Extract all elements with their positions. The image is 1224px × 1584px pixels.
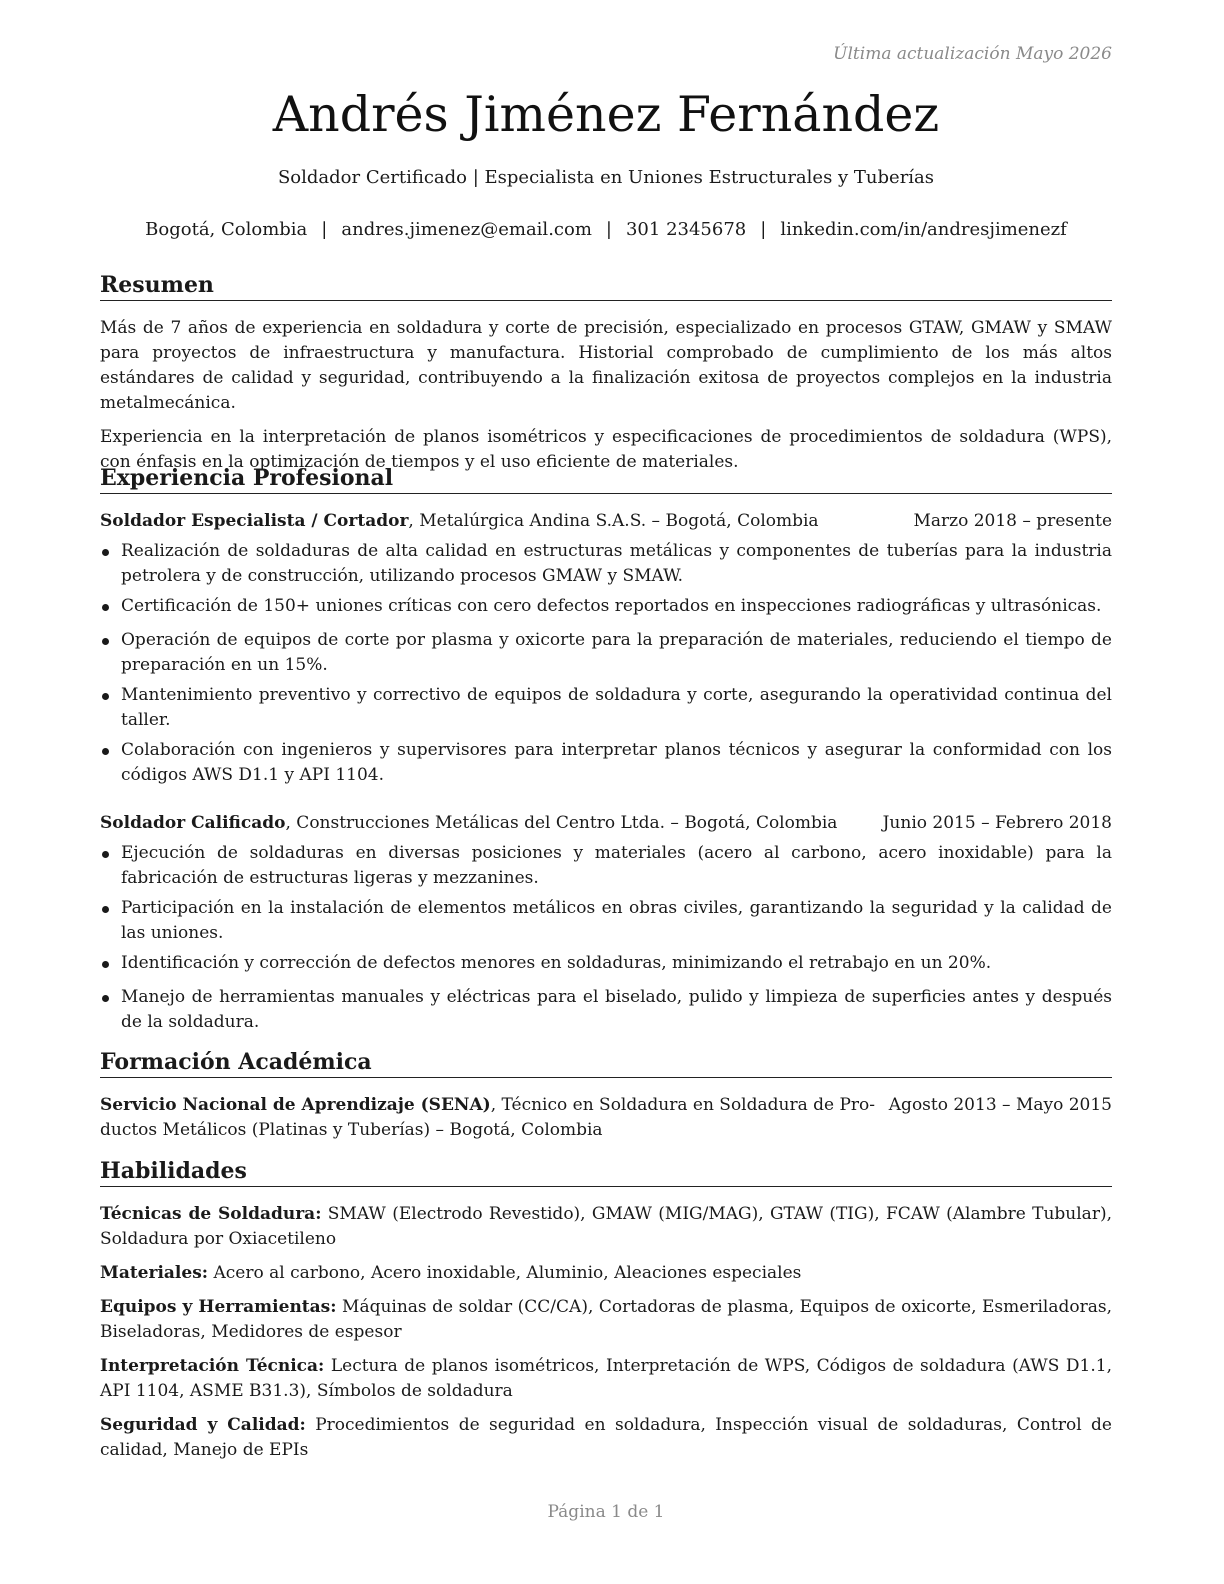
contact-phone: 301 2345678 (625, 219, 747, 240)
education-institution: Servicio Nacional de Aprendizaje (SENA) (100, 1095, 491, 1115)
contact-line (100, 219, 1112, 240)
skill-line: Seguridad y Calidad: Procedimientos de seguridad en soldadura, Inspección visual de soldaduras, Control de calidad, Manejo de EPIs (100, 1415, 1112, 1460)
job-entry (100, 509, 1112, 788)
experience-section (100, 464, 1112, 1035)
summary-paragraph: Más de 7 años de experiencia en soldadura y corte de precisión, especializado en procesos GTAW, GMAW y SMAW para proyectos de infraestructura y manufactura. Historial comprobado de cumplimiento de los más altos estándares de calidad y seguridad, contribuyendo a la finalización exitosa de proyectos complejos en la industria metalmecánica. (100, 318, 1112, 413)
list-item: Realización de soldaduras de alta calidad en estructuras metálicas y componentes de tuberías para la industria petrolera y de construcción, utilizando procesos GMAW y SMAW. (100, 539, 1112, 589)
education-degree: , Técnico en Soldadura en Soldadura de Pro- (490, 1095, 876, 1115)
education-section (100, 1048, 1112, 1143)
bullet-icon (102, 961, 109, 968)
job-bullets (100, 539, 1112, 788)
job-header (100, 509, 1112, 534)
section-title: Resumen (100, 271, 1112, 301)
list-item: Participación en la instalación de elementos metálicos en obras civiles, garantizando la seguridad y la calidad de las uniones. (100, 896, 1112, 946)
skill-line: Equipos y Herramientas: Máquinas de soldar (CC/CA), Cortadoras de plasma, Equipos de oxicorte, Esmeriladoras, Biseladoras, Medidores de espesor (100, 1297, 1112, 1342)
list-item: Identificación y corrección de defectos menores en soldaduras, minimizando el retrabajo en un 20%. (100, 951, 1112, 976)
list-item: Operación de equipos de corte por plasma y oxicorte para la preparación de materiales, reduciendo el tiempo de preparación en un 15%. (100, 628, 1112, 678)
job-role: Soldador Calificado (100, 813, 286, 833)
summary-paragraph: Experiencia en la interpretación de planos isométricos y especificaciones de procedimientos de soldadura (WPS), con énfasis en la optimización de tiempos y el uso eficiente de materiales. (100, 427, 1112, 472)
bullet-icon (102, 851, 109, 858)
job-entry (100, 811, 1112, 1035)
list-item: Mantenimiento preventivo y correctivo de equipos de soldadura y corte, asegurando la operatividad continua del taller. (100, 683, 1112, 733)
section-title: Habilidades (100, 1157, 1112, 1187)
skill-line: Materiales: Acero al carbono, Acero inoxidable, Aluminio, Aleaciones especiales (100, 1263, 802, 1283)
list-item: Ejecución de soldaduras en diversas posiciones y materiales (acero al carbono, acero inoxidable) para la fabricación de estructuras ligeras y mezzanines. (100, 841, 1112, 891)
education-degree-continued: ductos Metálicos (Platinas y Tuberías) – Bogotá, Colombia (100, 1120, 603, 1140)
bullet-icon (102, 638, 109, 645)
list-item: Certificación de 150+ uniones críticas con cero defectos reportados en inspecciones radiográficas y ultrasónicas. (100, 594, 1112, 619)
skills-section (100, 1157, 1112, 1463)
summary-section (100, 271, 1112, 475)
bullet-icon (102, 549, 109, 556)
bullet-icon (102, 995, 109, 1002)
page-number: Página 1 de 1 (547, 1502, 665, 1522)
job-dates: Junio 2015 – Febrero 2018 (882, 813, 1112, 833)
contact-separator: | (605, 219, 612, 240)
bullet-icon (102, 693, 109, 700)
bullet-icon (102, 906, 109, 913)
section-title: Formación Académica (100, 1048, 1112, 1078)
skill-line: Interpretación Técnica: Lectura de planos isométricos, Interpretación de WPS, Códigos de soldadura (AWS D1.1, API 1104, ASME B31.3), Símbolos de soldadura (100, 1356, 1112, 1401)
job-company: , Construcciones Metálicas del Centro Ltda. – Bogotá, Colombia (285, 813, 838, 833)
last-updated: Última actualización Mayo 2026 (833, 44, 1112, 64)
skill-line: Técnicas de Soldadura: SMAW (Electrodo Revestido), GMAW (MIG/MAG), GTAW (TIG), FCAW (Alambre Tubular), Soldadura por Oxiacetileno (100, 1204, 1112, 1249)
section-title: Experiencia Profesional (100, 464, 1112, 494)
resume-page (100, 0, 1112, 1584)
contact-location: Bogotá, Colombia (145, 219, 308, 240)
contact-email[interactable]: andres.jimenez@email.com (341, 219, 592, 240)
contact-separator: | (321, 219, 328, 240)
job-company: , Metalúrgica Andina S.A.S. – Bogotá, Colombia (408, 511, 819, 531)
contact-linkedin[interactable]: linkedin.com/in/andresjimenezf (780, 219, 1067, 240)
list-item: Colaboración con ingenieros y supervisores para interpretar planos técnicos y asegurar la conformidad con los códigos AWS D1.1 y API 1104. (100, 738, 1112, 788)
bullet-icon (102, 604, 109, 611)
bullet-icon (102, 748, 109, 755)
job-header (100, 811, 1112, 836)
job-bullets (100, 841, 1112, 1035)
list-item: Manejo de herramientas manuales y eléctricas para el biselado, pulido y limpieza de superficies antes y después de la soldadura. (100, 985, 1112, 1035)
job-role: Soldador Especialista / Cortador (100, 511, 409, 531)
education-entry (100, 1093, 1112, 1143)
job-dates: Marzo 2018 – presente (913, 511, 1112, 531)
candidate-name: Andrés Jiménez Fernández (272, 86, 940, 143)
contact-separator: | (760, 219, 767, 240)
professional-title: Soldador Certificado | Especialista en Uniones Estructurales y Tuberías (277, 167, 935, 188)
education-dates: Agosto 2013 – Mayo 2015 (888, 1095, 1112, 1115)
